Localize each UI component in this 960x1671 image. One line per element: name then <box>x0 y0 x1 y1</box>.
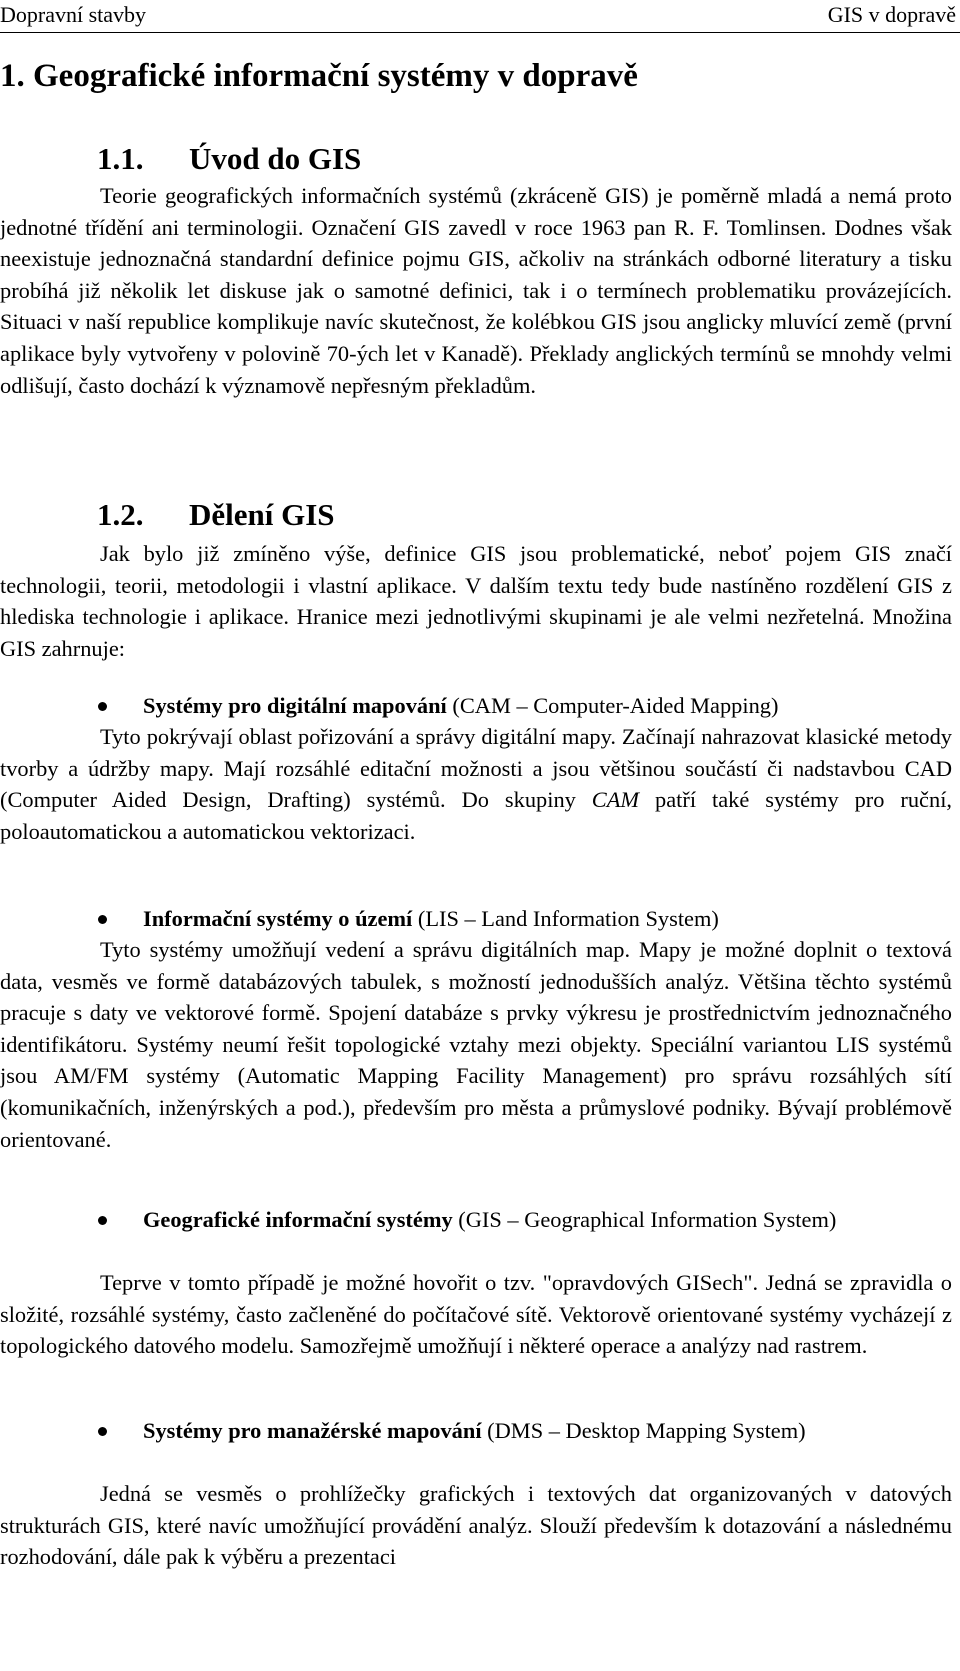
section-number: 1.1. <box>97 141 144 176</box>
bullet-icon <box>98 915 107 924</box>
bullet-heading-bold: Systémy pro manažérské mapování <box>143 1418 482 1443</box>
section-title: Úvod do GIS <box>189 141 362 176</box>
bullet-body-text: Tyto pokrývají oblast pořizování a správy digitální mapy. Začínají nahrazovat klasické metody tvorby a údržby mapy. Mají rozsáhlé editační možnosti a jsou většinou součástí či nadstavbou CAD (Computer Aided Design, Drafting) systémů. Do skupiny <box>0 724 952 813</box>
header-right-text: GIS v dopravě <box>827 2 956 27</box>
paragraph-division <box>0 538 952 664</box>
section-heading-2 <box>97 496 497 536</box>
bullet-body-text: Tyto systémy umožňují vedení a správu digitálních map. Mapy je možné doplnit o textová data, vesměs ve formě databázových tabulek, s možností jednodušších analýz. Většina těchto systémů pracuje s daty ve vektorové formě. Spojení databáze s prvky výkresu je prostřednictvím jednoznačného identifikátoru. Systémy neumí řešit topologické vztahy mezi objekty. Speciální variantou LIS systémů jsou AM/FM systémy (Automatic Mapping Facility Management) pro správu rozsáhlých sítí (komunikačních, inženýrských a pod.), především pro města a průmyslové podniky. Bývají problémově orientované. <box>0 937 952 1152</box>
bullet-icon <box>98 702 107 711</box>
bullet-heading-rest: (GIS – Geographical Information System) <box>452 1207 837 1232</box>
section-number: 1.2. <box>97 497 144 532</box>
bullet-body <box>0 1478 952 1573</box>
bullet-heading <box>143 690 952 722</box>
bullet-heading-rest: (DMS – Desktop Mapping System) <box>481 1418 806 1443</box>
bullet-body-text: Jedná se vesměs o prohlížečky grafických i textových dat organizovaných v datových strukturách GIS, které navíc umožňující provádění analýz. Slouží především k dotazování a následnému rozhodování, dále pak k výběru a prezentaci <box>0 1481 952 1570</box>
paragraph-intro-text: Teorie geografických informačních systémů (zkráceně GIS) je poměrně mladá a nemá proto jednotné třídění ani terminologii. Označení GIS zavedl v roce 1963 pan R. F. Tomlinsen. Dodnes však neexistuje jednoznačná standardní definice pojmu GIS, ačkoliv na stránkách odborné literatury a tisku probíhá již několik let diskuse jak o samotné definici, tak i o termínech problematiku provázejících. Situaci v naší republice komplikuje navíc skutečnost, že kolébkou GIS jsou anglicky mluvící země (první aplikace byly vytvořeny v polovině 70-ých let v Kanadě). Překlady anglických termínů se mnohdy velmi odlišují, často dochází k významově nepřesným překladům. <box>0 183 952 398</box>
bullet-heading-bold: Systémy pro digitální mapování <box>143 693 447 718</box>
bullet-icon <box>98 1427 107 1436</box>
bullet-heading <box>143 1415 952 1447</box>
bullet-body-italic: CAM <box>591 787 640 813</box>
chapter-title: 1. Geografické informační systémy v dopravě <box>0 58 638 94</box>
bullet-body <box>0 721 952 847</box>
bullet-heading-rest: (LIS – Land Information System) <box>412 906 719 931</box>
bullet-body <box>0 1267 952 1362</box>
bullet-body-text: Teprve v tomto případě je možné hovořit o tzv. "opravdových GISech". Jedná se zpravidla o složité, rozsáhlé systémy, často začleněné do počítačové sítě. Vektorově orientované systémy vycházejí z topologického datového modelu. Samozřejmě umožňují i některé operace a analýzy nad rastrem. <box>0 1270 952 1359</box>
running-header <box>0 0 960 33</box>
paragraph-intro <box>0 180 952 401</box>
bullet-heading <box>143 1204 952 1236</box>
bullet-heading-rest: (CAM – Computer-Aided Mapping) <box>446 693 779 718</box>
bullet-heading-bold: Geografické informační systémy <box>143 1207 453 1232</box>
header-left-text: Dopravní stavby <box>0 2 147 27</box>
paragraph-division-text: Jak bylo již zmíněno výše, definice GIS jsou problematické, neboť pojem GIS značí technologii, teorii, metodologii i vlastní aplikace. V dalším textu tedy bude nastíněno rozdělení GIS z hlediska technologie i aplikace. Hranice mezi jednotlivými skupinami je ale velmi nezřetelná. Množina GIS zahrnuje: <box>0 541 952 661</box>
bullet-icon <box>98 1216 107 1225</box>
section-title: Dělení GIS <box>189 497 335 532</box>
bullet-heading-bold: Informační systémy o území <box>143 906 413 931</box>
section-heading-1 <box>97 140 497 180</box>
bullet-body-text-end: patří také systémy pro ruční, poloautomatickou a automatickou vektorizaci. <box>0 787 953 844</box>
bullet-body <box>0 934 952 1155</box>
bullet-heading <box>143 903 952 935</box>
